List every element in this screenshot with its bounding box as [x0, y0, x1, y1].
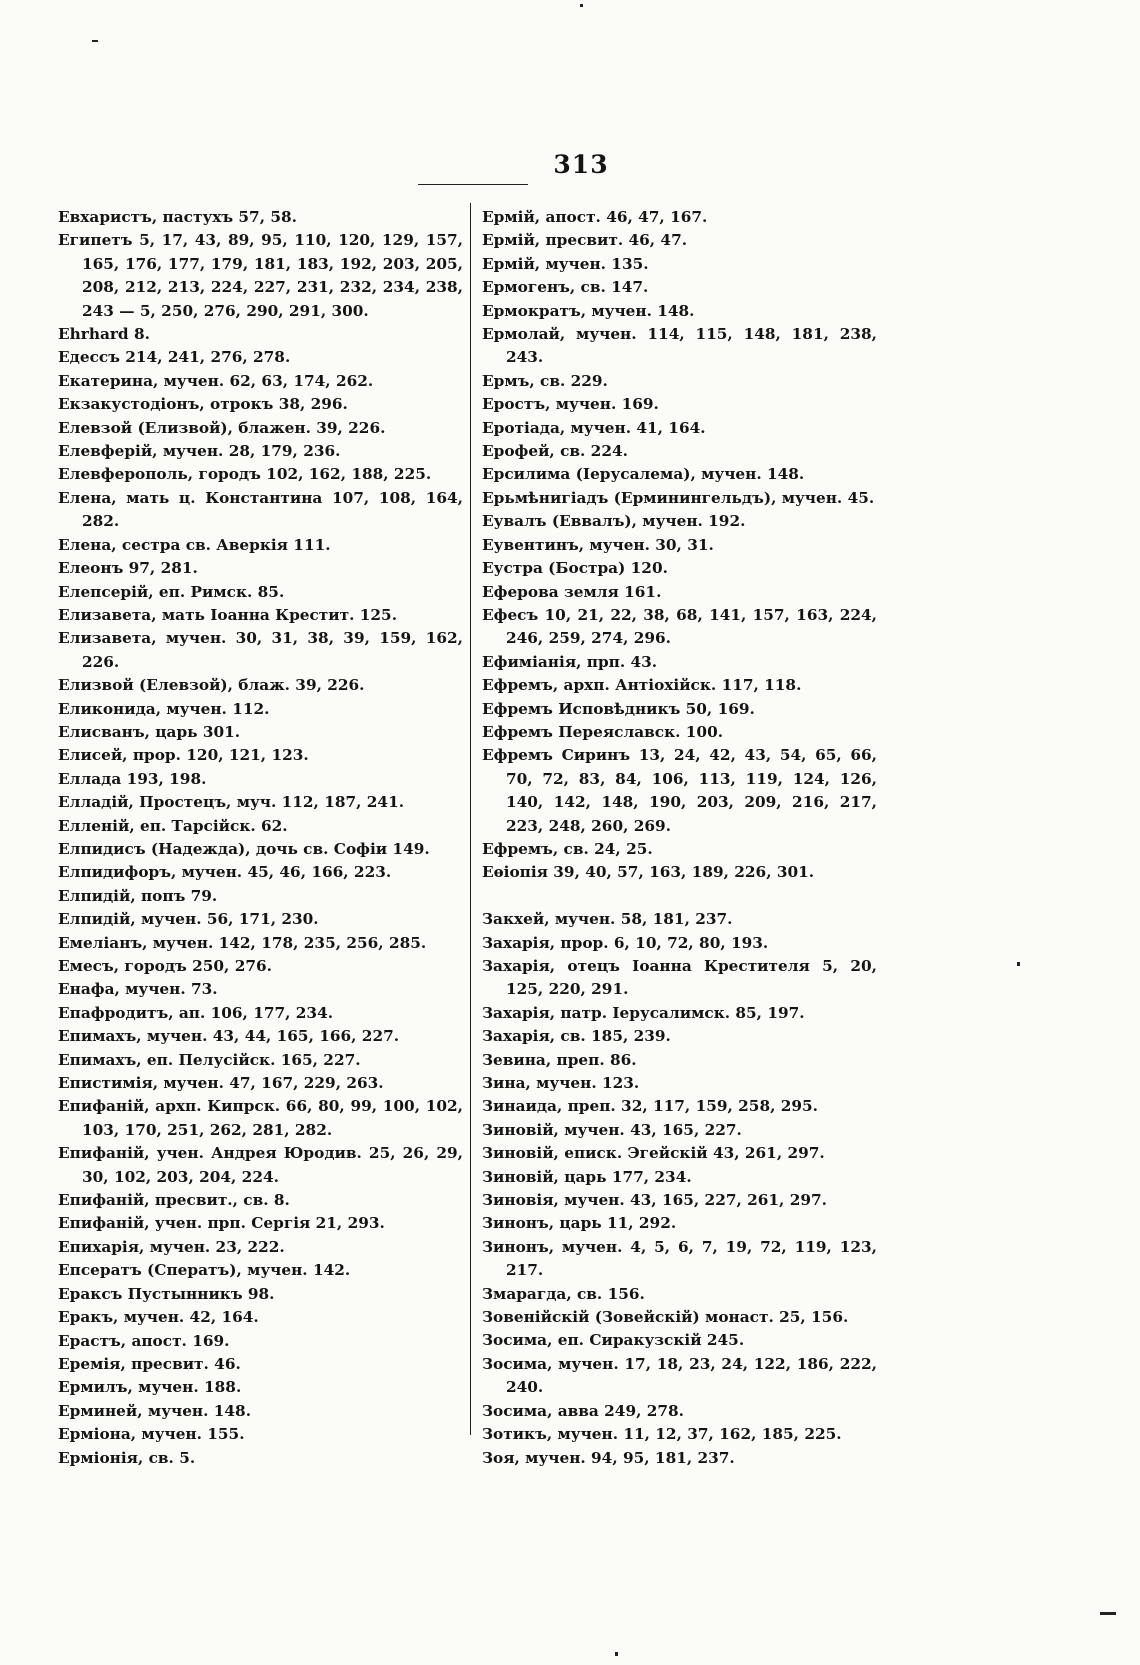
index-entry: Зинонъ, мучен. 4, 5, 6, 7, 19, 72, 119, 123, 217.: [482, 1237, 877, 1280]
index-entry: Елевферополь, городъ 102, 162, 188, 225.: [58, 465, 432, 484]
index-entry: Ермогенъ, св. 147.: [482, 278, 649, 297]
index-entry: Екатерина, мучен. 62, 63, 174, 262.: [58, 371, 374, 390]
index-entry: Зинонъ, царь 11, 292.: [482, 1214, 677, 1233]
index-entry: Ефремъ Исповѣдникъ 50, 169.: [482, 699, 755, 718]
index-entry: Ефремъ Переяславск. 100.: [482, 722, 724, 741]
index-entry: Еротіада, мучен. 41, 164.: [482, 418, 706, 437]
index-entry: Екзакустодіонъ, отрокъ 38, 296.: [58, 395, 348, 414]
index-entry: Епимахъ, мучен. 43, 44, 165, 166, 227.: [58, 1027, 400, 1046]
index-entry: Елленій, еп. Тарсійск. 62.: [58, 816, 288, 835]
section-gap: [482, 885, 877, 908]
index-entry: Зиновій, еписк. Эгейскій 43, 261, 297.: [482, 1144, 825, 1163]
index-entry: Елладій, Простецъ, муч. 112, 187, 241.: [58, 793, 405, 812]
index-entry: Елисванъ, царь 301.: [58, 722, 241, 741]
index-entry: Елепсерій, еп. Римск. 85.: [58, 582, 285, 601]
index-entry: Еракъ, мучен. 42, 164.: [58, 1308, 259, 1327]
index-entry: Зосима, авва 249, 278.: [482, 1401, 684, 1420]
index-entry: Емесъ, городъ 250, 276.: [58, 957, 272, 975]
index-entry: Ефремъ Сиринъ 13, 24, 42, 43, 54, 65, 66, 70, 72, 83, 84, 106, 113, 119, 124, 126, 140, 142, 148, 190, 203, 209, 216, 217, 223, 248, 260, 269.: [482, 746, 877, 835]
index-entry: Елена, мать ц. Константина 107, 108, 164, 282.: [58, 488, 463, 531]
scan-speck: [615, 1652, 618, 1656]
index-entry: Еремія, пресвит. 46.: [58, 1354, 241, 1373]
index-entry: Елена, сестра св. Аверкія 111.: [58, 535, 331, 554]
index-entry: Зовенійскій (Зовейскій) монаст. 25, 156.: [482, 1308, 849, 1327]
index-entry: Зина, мучен. 123.: [482, 1074, 640, 1093]
scan-speck: [1100, 1612, 1116, 1615]
index-entry: Ермій, апост. 46, 47, 167.: [482, 208, 708, 226]
index-entry: Епихарія, мучен. 23, 222.: [58, 1237, 285, 1256]
index-entry: Ермій, пресвит. 46, 47.: [482, 231, 688, 250]
scan-speck: [92, 40, 98, 42]
index-entry: Закхей, мучен. 58, 181, 237.: [482, 910, 733, 929]
index-entry: Епифаній, учен. прп. Сергія 21, 293.: [58, 1214, 385, 1233]
index-entry: Елпидифоръ, мучен. 45, 46, 166, 223.: [58, 863, 392, 882]
index-entry: Ehrhard 8.: [58, 325, 150, 344]
index-entry: Ефесъ 10, 21, 22, 38, 68, 141, 157, 163, 224, 246, 259, 274, 296.: [482, 605, 877, 648]
index-entry: Зевина, преп. 86.: [482, 1050, 637, 1069]
index-entry: Епимахъ, еп. Пелусійск. 165, 227.: [58, 1050, 361, 1069]
index-entry: Елевферій, мучен. 28, 179, 236.: [58, 442, 341, 461]
index-entry: Захарія, св. 185, 239.: [482, 1027, 671, 1046]
index-entry: Евхаристъ, пастухъ 57, 58.: [58, 208, 297, 226]
index-entry: Ерьмѣнигіадъ (Ерминингельдъ), мучен. 45.: [482, 488, 875, 507]
scan-speck: [580, 4, 583, 7]
index-entry: Ефремъ, св. 24, 25.: [482, 839, 653, 858]
index-entry: Елевзой (Елизвой), блажен. 39, 226.: [58, 418, 386, 437]
index-entry: Ермолай, мучен. 114, 115, 148, 181, 238, 243.: [482, 325, 877, 367]
index-entry: Ерміона, мучен. 155.: [58, 1425, 245, 1444]
index-entry: Епсератъ (Сператъ), мучен. 142.: [58, 1261, 351, 1280]
index-entry: Елизавета, мучен. 30, 31, 38, 39, 159, 162, 226.: [58, 629, 463, 671]
index-entry: Елпидій, попъ 79.: [58, 886, 218, 905]
index-entry: Ерсилима (Іерусалема), мучен. 148.: [482, 465, 805, 484]
index-entry: Елпидисъ (Надежда), дочь св. Софіи 149.: [58, 839, 430, 858]
index-entry: Зиновій, царь 177, 234.: [482, 1167, 692, 1186]
index-entry: Захарія, патр. Іерусалимск. 85, 197.: [482, 1003, 805, 1022]
index-entry: Еѳіопія 39, 40, 57, 163, 189, 226, 301.: [482, 863, 815, 882]
index-entry: Еферова земля 161.: [482, 582, 662, 601]
index-entry: Епафродитъ, ап. 106, 177, 234.: [58, 1003, 334, 1022]
index-entry: Ермилъ, мучен. 188.: [58, 1378, 242, 1397]
index-entry: Епифаній, архп. Кипрск. 66, 80, 99, 100, 102, 103, 170, 251, 262, 281, 282.: [58, 1097, 463, 1139]
index-entry: Елизавета, мать Іоанна Крестит. 125.: [58, 605, 398, 624]
index-entry: Енафа, мучен. 73.: [58, 980, 218, 999]
index-entry: Захарія, отецъ Іоанна Крестителя 5, 20, 125, 220, 291.: [482, 956, 877, 999]
index-entry: Еувалъ (Еввалъ), мучен. 192.: [482, 512, 746, 531]
index-entry: Еустра (Бостра) 120.: [482, 559, 668, 578]
index-entry: Ерминей, мучен. 148.: [58, 1401, 252, 1420]
index-entry: Зинаида, преп. 32, 117, 159, 258, 295.: [482, 1097, 819, 1116]
index-entry: Египетъ 5, 17, 43, 89, 95, 110, 120, 129, 157, 165, 176, 177, 179, 181, 183, 192, 203, 205, 208, 212, 213, 224, 227, 231, 232, 234, 238, 243 — 5, 250, 276, 290, 291, 300.: [58, 231, 463, 320]
scan-speck: [1017, 962, 1020, 966]
index-entry: Еростъ, мучен. 169.: [482, 395, 659, 414]
index-entry: Зосима, еп. Сиракузскій 245.: [482, 1331, 745, 1350]
index-entry: Ермократъ, мучен. 148.: [482, 301, 695, 320]
index-entry: Ермій, мучен. 135.: [482, 254, 649, 273]
index-entry: Ефиміанія, прп. 43.: [482, 652, 658, 671]
index-entry: Ерастъ, апост. 169.: [58, 1331, 230, 1350]
left-column: [58, 206, 463, 1470]
header-rule: [418, 184, 528, 185]
right-column: [482, 206, 877, 1470]
index-entry: Елизвой (Елевзой), блаж. 39, 226.: [58, 676, 365, 695]
index-entry: Емеліанъ, мучен. 142, 178, 235, 256, 285.: [58, 933, 427, 952]
index-entry: Ерофей, св. 224.: [482, 442, 628, 461]
index-entry: Зотикъ, мучен. 11, 12, 37, 162, 185, 225.: [482, 1425, 842, 1444]
index-entry: Епифаній, пресвит., св. 8.: [58, 1191, 290, 1210]
page-number: 313: [553, 150, 609, 179]
index-entry: Зосима, мучен. 17, 18, 23, 24, 122, 186, 222, 240.: [482, 1354, 877, 1397]
index-entry: Еликонида, мучен. 112.: [58, 699, 270, 718]
index-entry: Зиновій, мучен. 43, 165, 227.: [482, 1120, 742, 1139]
index-entry: Захарія, прор. 6, 10, 72, 80, 193.: [482, 933, 769, 952]
index-entry: Ерміонія, св. 5.: [58, 1448, 196, 1467]
index-entry: Еувентинъ, мучен. 30, 31.: [482, 535, 714, 554]
index-entry: Епифаній, учен. Андрея Юродив. 25, 26, 29, 30, 102, 203, 204, 224.: [58, 1144, 463, 1186]
index-entry: Зоя, мучен. 94, 95, 181, 237.: [482, 1448, 735, 1467]
index-entry: Еллада 193, 198.: [58, 769, 207, 788]
index-entry: Зиновія, мучен. 43, 165, 227, 261, 297.: [482, 1191, 827, 1210]
index-entry: Ераксъ Пустынникъ 98.: [58, 1284, 275, 1303]
column-divider: [470, 203, 471, 1435]
index-entry: Елпидій, мучен. 56, 171, 230.: [58, 910, 319, 929]
index-entry: Епистимія, мучен. 47, 167, 229, 263.: [58, 1074, 384, 1093]
index-entry: Ефремъ, архп. Антіохійск. 117, 118.: [482, 676, 802, 695]
index-entry: Елисей, прор. 120, 121, 123.: [58, 746, 309, 765]
index-entry: Ермъ, св. 229.: [482, 371, 608, 390]
index-entry: Змарагда, св. 156.: [482, 1284, 645, 1303]
index-entry: Елеонъ 97, 281.: [58, 559, 198, 578]
index-entry: Едессъ 214, 241, 276, 278.: [58, 348, 291, 367]
